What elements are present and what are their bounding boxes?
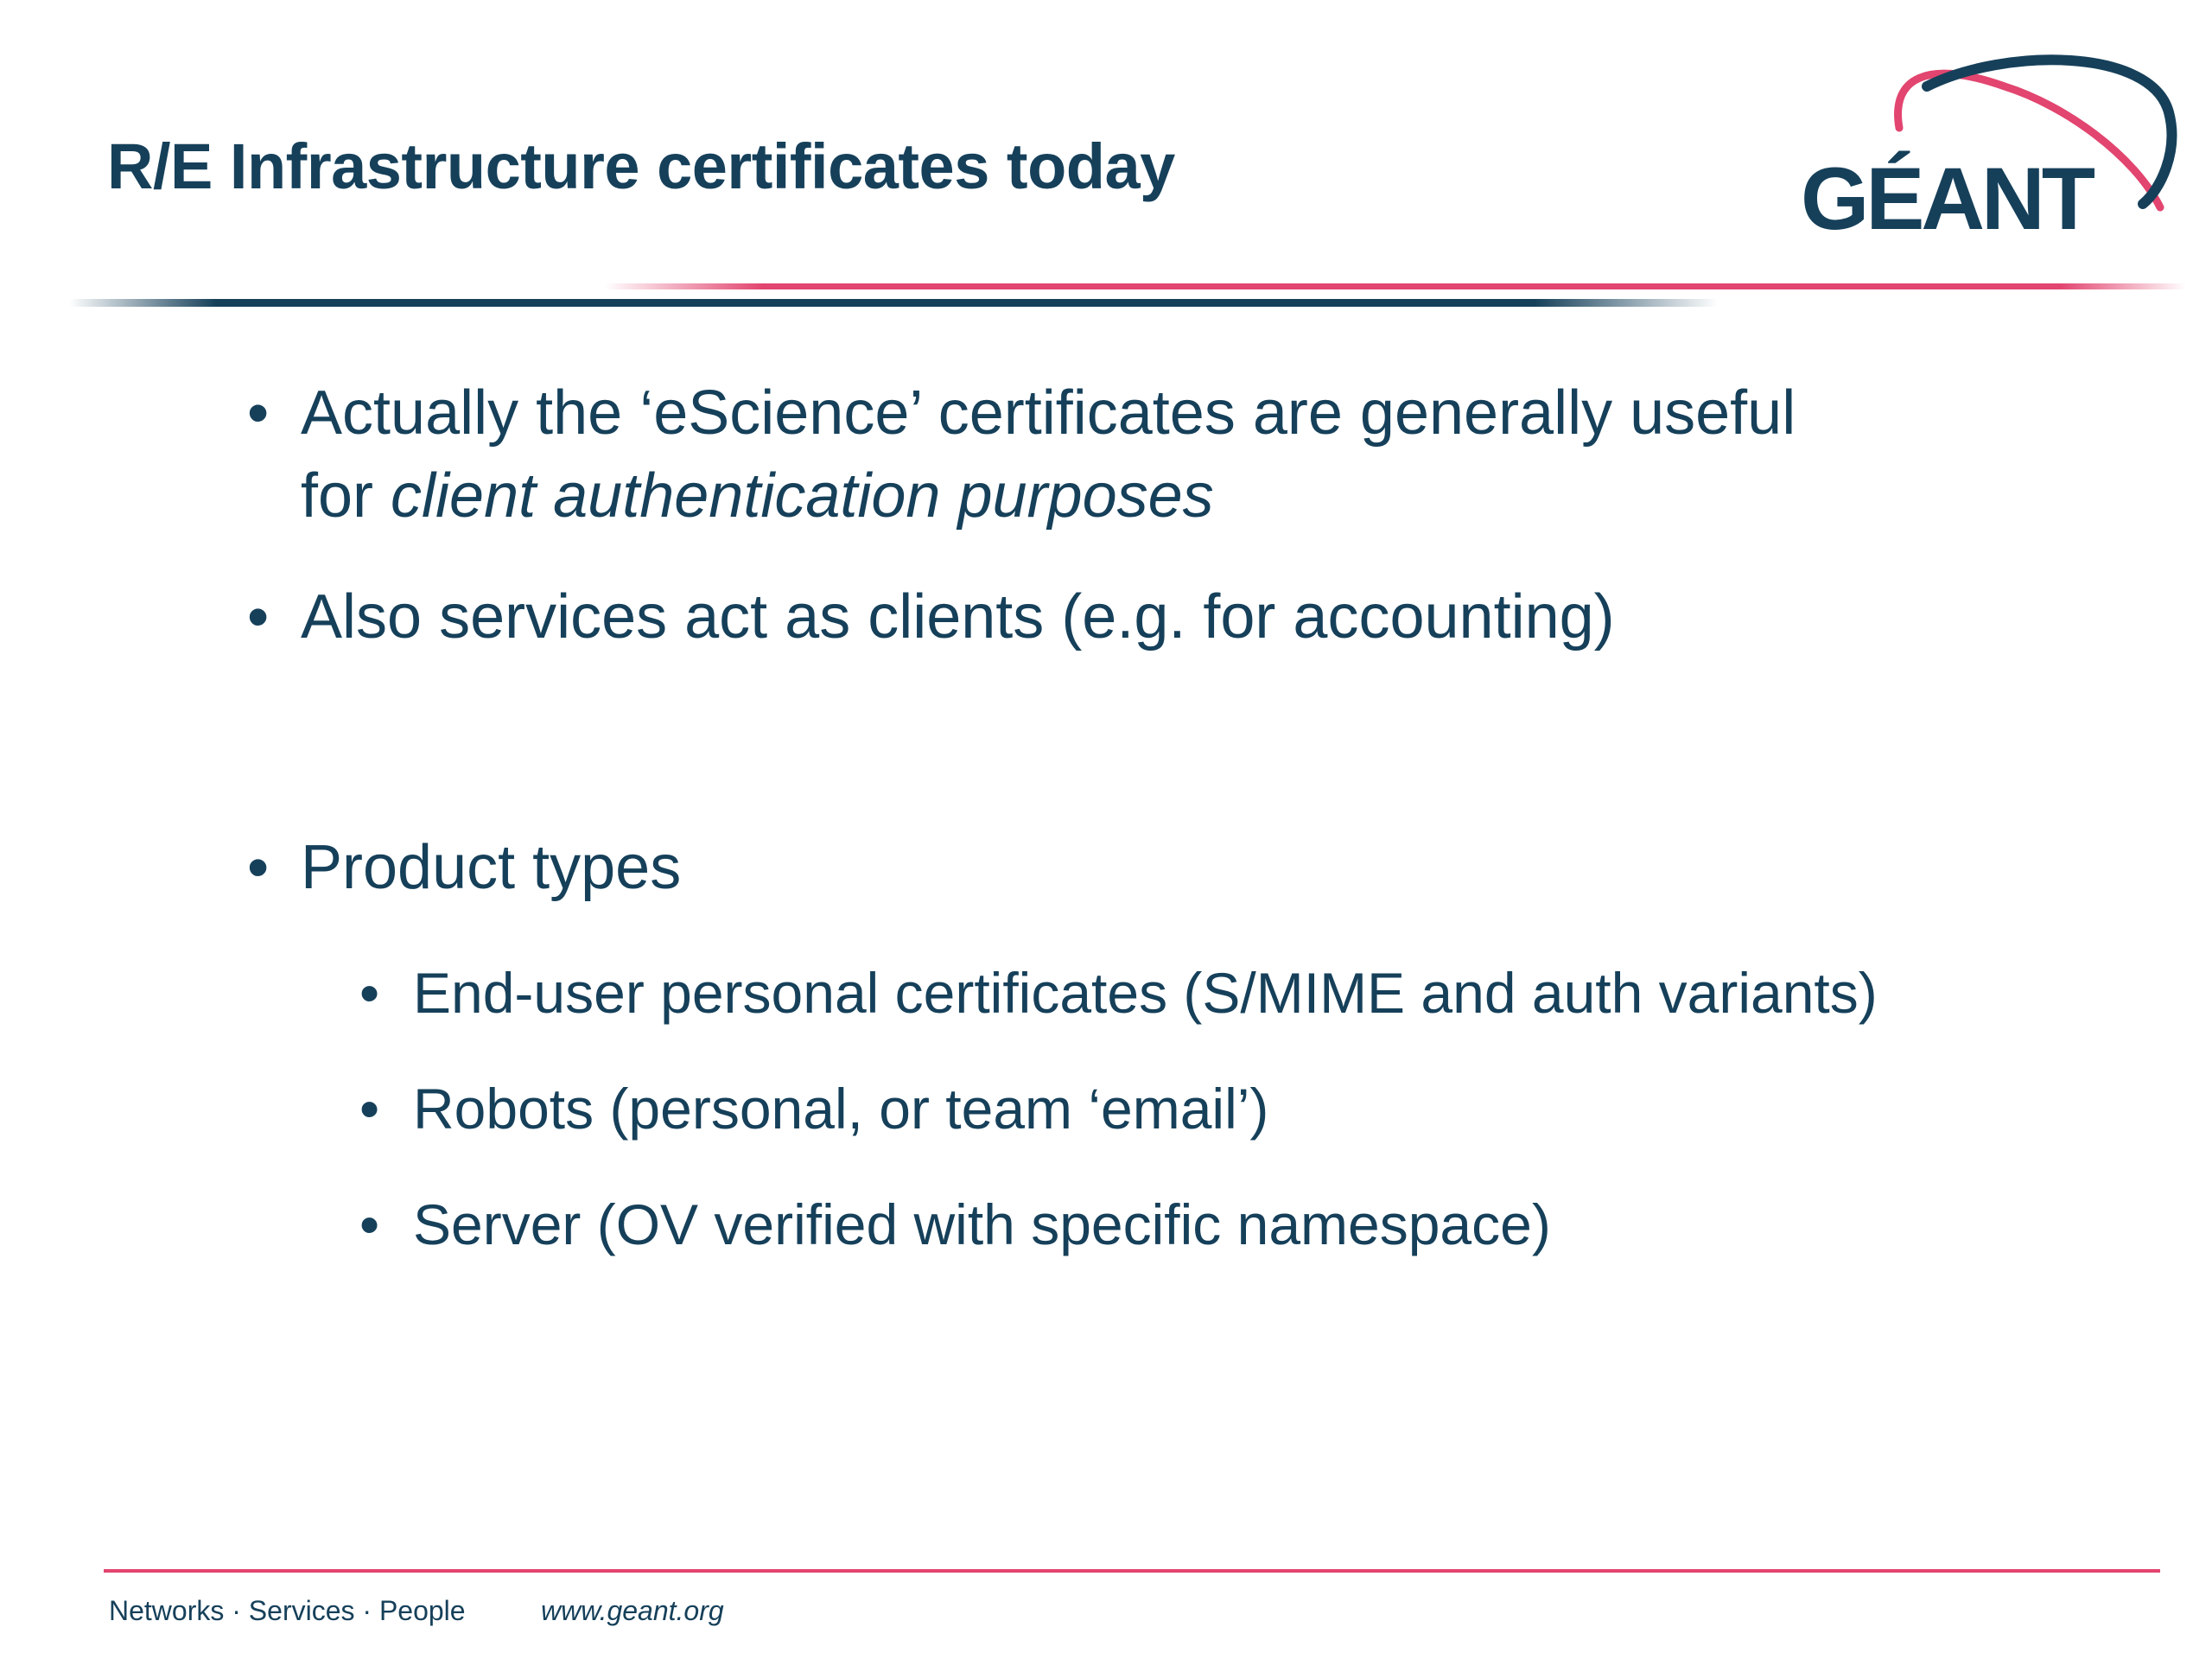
bullet-text: Product types — [301, 833, 682, 902]
header-divider — [0, 259, 2212, 311]
bullet-dot: • — [359, 961, 380, 1025]
slide-title: R/E Infrastructure certificates today — [107, 130, 1175, 202]
bullet-text-line1: Actually the ‘eScience’ certificates are generally useful — [301, 378, 1796, 448]
bullet-text: Also services act as clients (e.g. for accounting) — [301, 582, 1615, 652]
sub-bullet-server — [359, 1185, 1551, 1263]
bullet-dot: • — [247, 378, 270, 448]
bullet-product-types — [247, 826, 682, 909]
footer-url: www.geant.org — [541, 1595, 724, 1626]
bullet-text-line2 — [301, 454, 1796, 537]
logo-wordmark: GÉANT — [1801, 149, 2092, 248]
bullet-dot: • — [359, 1077, 380, 1141]
footer-divider — [104, 1569, 2160, 1573]
bullet-text-prefix: for — [301, 461, 391, 531]
footer-tagline: Networks · Services · People — [109, 1595, 466, 1626]
sub-bullet-end-user — [359, 954, 1878, 1032]
bullet-services-clients — [247, 575, 1615, 658]
sub-bullet-robots — [359, 1070, 1269, 1147]
bullet-text-italic: client authentication purposes — [391, 461, 1214, 531]
geant-logo — [1789, 52, 2186, 248]
sub-bullet-text: End-user personal certificates (S/MIME and auth variants) — [413, 961, 1878, 1025]
bullet-dot: • — [247, 582, 270, 652]
bullet-escience — [247, 372, 1796, 537]
sub-bullet-text: Robots (personal, or team ‘email’) — [413, 1077, 1269, 1141]
sub-bullet-text: Server (OV verified with specific namespace) — [413, 1192, 1551, 1256]
bullet-dot: • — [359, 1192, 380, 1256]
bullet-dot: • — [247, 833, 270, 902]
